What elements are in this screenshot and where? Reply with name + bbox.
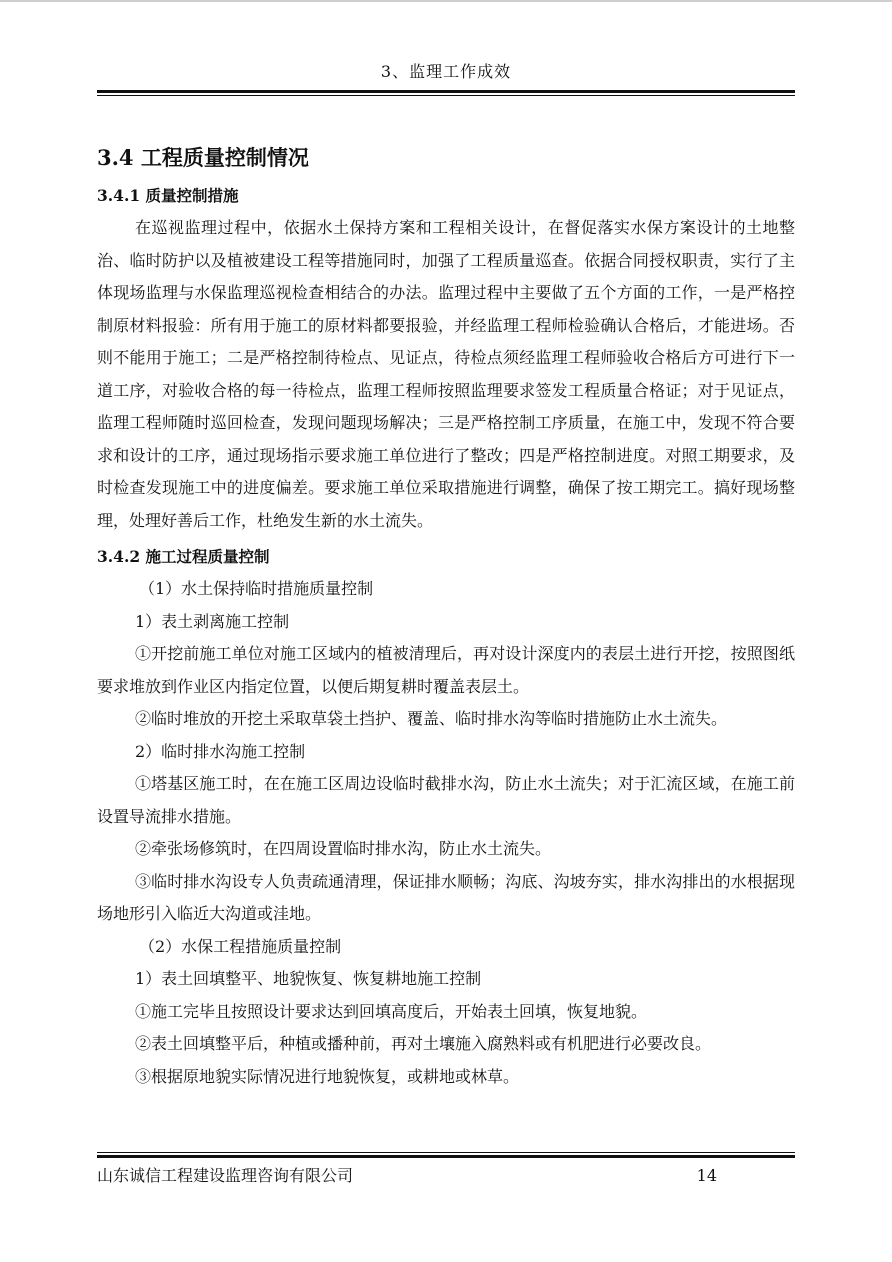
- header-title: 3、监理工作成效: [380, 62, 512, 81]
- header-rule-thin: [97, 95, 795, 96]
- page-content: [97, 140, 795, 1093]
- page-footer: [97, 1152, 795, 1190]
- section-title: 3.4 工程质量控制情况: [97, 145, 309, 170]
- footer-company: 山东诚信工程建设监理咨询有限公司: [97, 1166, 354, 1185]
- list-item: 2）临时排水沟施工控制: [135, 741, 306, 761]
- header-rule-thick: [97, 90, 795, 93]
- footer-rule-thin: [97, 1152, 795, 1153]
- subsection-title-2: 3.4.2 施工过程质量控制: [97, 547, 270, 566]
- list-item: 1）表土剥离施工控制: [135, 611, 290, 631]
- footer-row: [97, 1162, 795, 1190]
- page-header: [97, 56, 795, 96]
- subsection-title-1: 3.4.1 质量控制措施: [97, 186, 239, 205]
- list-item: ①施工完毕且按照设计要求达到回填高度后，开始表土回填，恢复地貌。: [135, 1001, 648, 1021]
- page-number: 14: [696, 1166, 717, 1185]
- list-item: ②牵张场修筑时，在四周设置临时排水沟，防止水土流失。: [135, 839, 552, 858]
- paragraph: 在巡视监理过程中，依据水土保持方案和工程相关设计，在督促落实水保方案设计的土地整治、临时防护以及植被建设工程等措施同时，加强了工程质量巡查。依据合同授权职责，实行了主体现场监理与水保监理巡视检查相结合的办法。监理过程中主要做了五个方面的工作，一是严格控制原材料报验：所有用于施工的原材料都要报验，并经监理工程师检验确认合格后，才能进场。否则不能用于施工；二是严格控制待检点、见证点，待检点须经监理工程师验收合格后方可进行下一道工序，对验收合格的每一待检点，监理工程师按照监理要求签发工程质量合格证；对于见证点，监理工程师随时巡回检查，发现问题现场解决；三是严格控制工序质量，在施工中，发现不符合要求和设计的工序，通过现场指示要求施工单位进行了整改；四是严格控制进度。对照工期要求，及时检查发现施工中的进度偏差。要求施工单位采取措施进行调整，确保了按工期完工。搞好现场整理，处理好善后工作，杜绝发生新的水土流失。: [97, 218, 795, 530]
- list-item: （1）水土保持临时措施质量控制: [139, 579, 374, 598]
- list-item: ①开挖前施工单位对施工区域内的植被清理后，再对设计深度内的表层土进行开挖，按照图纸要求堆放到作业区内指定位置，以便后期复耕时覆盖表层土。: [97, 644, 795, 696]
- list-item: ③根据原地貌实际情况进行地貌恢复，或耕地或林草。: [135, 1066, 520, 1086]
- list-item: （2）水保工程措施质量控制: [139, 936, 342, 956]
- list-item: ②表土回填整平后，种植或播种前，再对土壤施入腐熟料或有机肥进行必要改良。: [135, 1034, 712, 1053]
- list-item: ②临时堆放的开挖土采取草袋土挡护、覆盖、临时排水沟等临时措施防止水土流失。: [135, 709, 728, 728]
- footer-rule-thick: [97, 1155, 795, 1158]
- page-top-edge: [0, 0, 892, 2]
- list-item: ①塔基区施工时，在在施工区周边设临时截排水沟，防止水土流失；对于汇流区域，在施工前设置导流排水措施。: [97, 774, 795, 826]
- list-item: 1）表土回填整平、地貌恢复、恢复耕地施工控制: [135, 969, 482, 988]
- list-item: ③临时排水沟设专人负责疏通清理，保证排水顺畅；沟底、沟坡夯实，排水沟排出的水根据现场地形引入临近大沟道或洼地。: [97, 871, 795, 923]
